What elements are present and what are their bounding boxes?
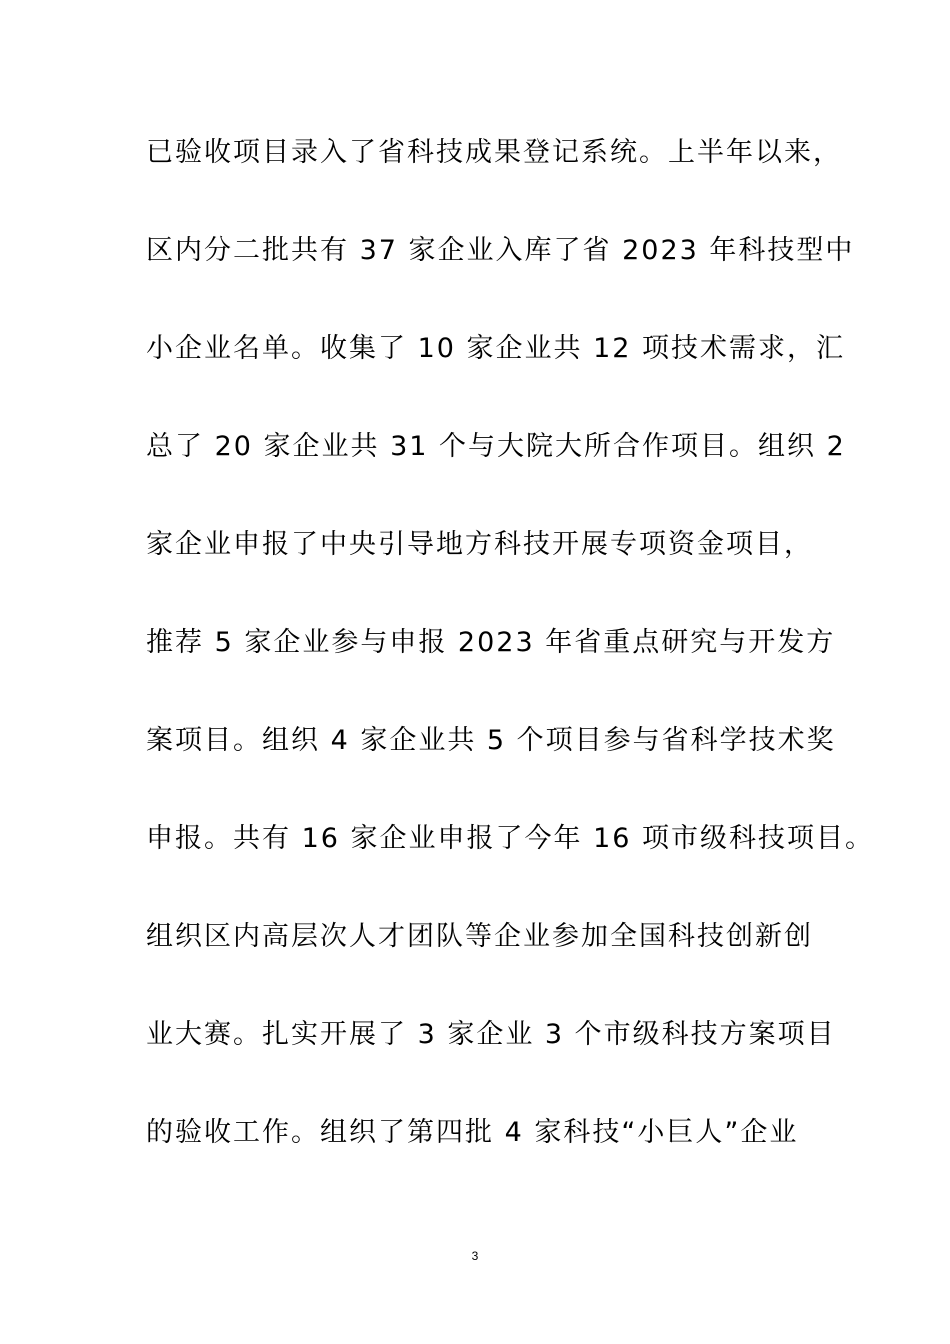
body-text-line: 组织区内高层次人才团队等企业参加全国科技创新创 xyxy=(146,921,813,952)
body-text-line: 推荐 5 家企业参与申报 2023 年省重点研究与开发方 xyxy=(146,627,836,658)
body-text-line: 小企业名单。收集了 10 家企业共 12 项技术需求，汇 xyxy=(146,333,846,364)
body-text-line: 业大赛。扎实开展了 3 家企业 3 个市级科技方案项目 xyxy=(146,1019,836,1050)
page-number: 3 xyxy=(471,1249,479,1263)
body-text-line: 家企业申报了中央引导地方科技开展专项资金项目， xyxy=(146,529,813,560)
body-text-line: 已验收项目录入了省科技成果登记系统。上半年以来， xyxy=(146,137,842,168)
body-text-line: 区内分二批共有 37 家企业入库了省 2023 年科技型中 xyxy=(146,235,855,266)
body-text-line: 的验收工作。组织了第四批 4 家科技“小巨人”企业 xyxy=(146,1117,799,1148)
body-text-line: 申报。共有 16 家企业申报了今年 16 项市级科技项目。 xyxy=(146,823,875,854)
body-text-line: 总了 20 家企业共 31 个与大院大所合作项目。组织 2 xyxy=(146,431,846,462)
body-text-line: 案项目。组织 4 家企业共 5 个项目参与省科学技术奖 xyxy=(146,725,836,756)
